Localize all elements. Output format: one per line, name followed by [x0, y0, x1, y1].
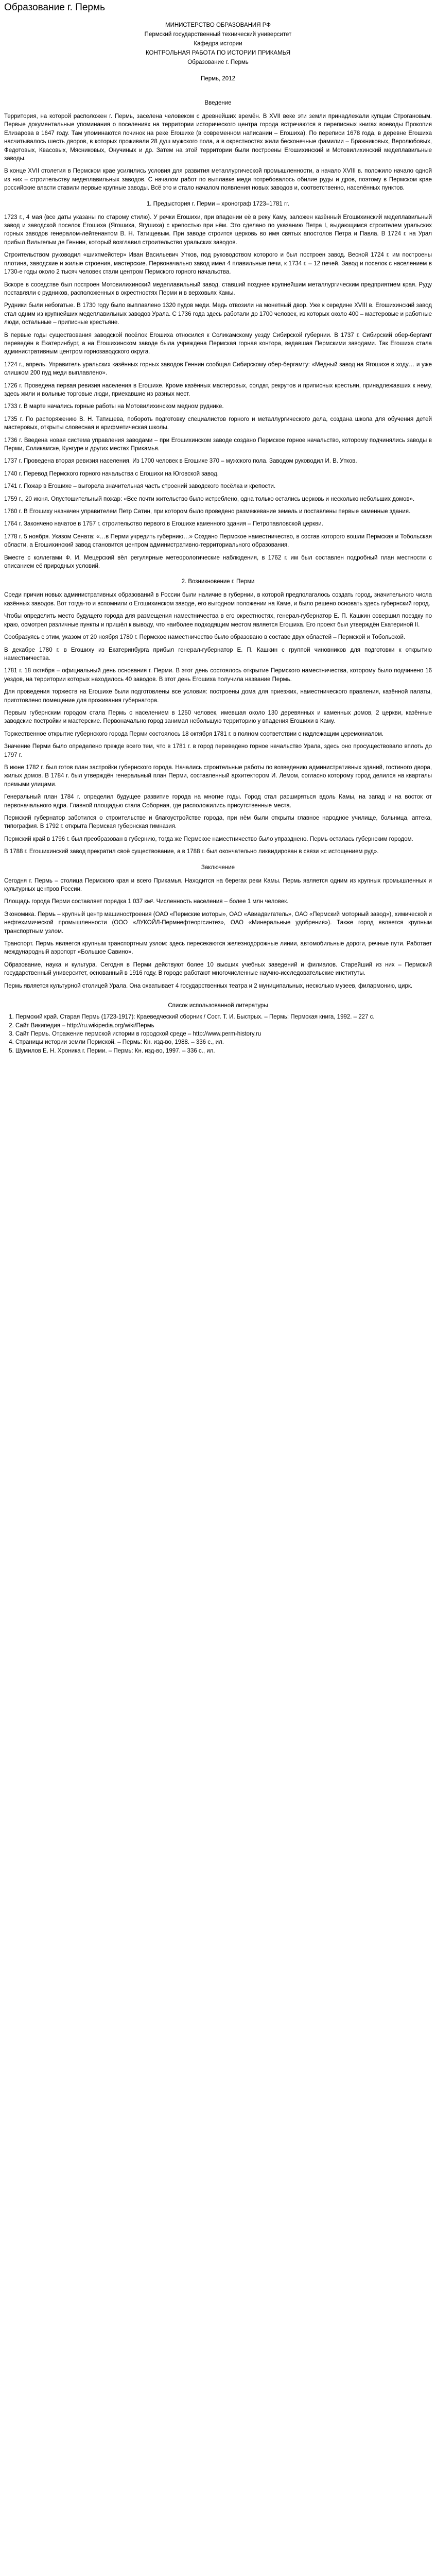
paragraph: Среди причин новых административных образований в России были наличие в губернии, в которой предполагалось создать город, значительного числа казённых заводов. Вот тогда-то и вспомнили о Егошихинском заводе, его выгодном положении на Каме, и было решено основать здесь губернский город. — [4, 592, 432, 607]
paragraph: Сегодня г. Пермь – столица Пермского края и всего Прикамья. Находится на берегах реки Камы. Пермь является одним из крупных промышленных и культурных центров России. — [4, 877, 432, 893]
paragraph: Сообразуясь с этим, указом от 20 ноября 1780 г. Пермское наместничество было образовано в составе двух областей – Пермской и Тобольской. — [4, 634, 406, 641]
paragraph: 1760 г. В Егошиху назначен управителем Петр Сатин, при котором было проведено размежевание земель и поставлены первые каменные здания. — [4, 509, 411, 515]
paragraph: Вместе с коллегами Ф. И. Мецерский вёл регулярные метеорологические наблюдения, в 1762 г. им был составлен подробный план местности с описанием её природных условий. — [4, 554, 432, 570]
document-page — [0, 0, 436, 1061]
paragraph: Вскоре в соседстве был построен Мотовилихинский медеплавильный завод, ставший позднее крупнейшим металлургическим предприятием края. Руду поставляли с рудников, расположенных в окрестностях Перми и в верховьях Камы. — [4, 281, 432, 296]
section — [4, 99, 432, 193]
paragraph: Рудники были небогатые. В 1730 году было выплавлено 1320 пудов меди. Медь отвозили на монетный двор. Уже к середине XVIII в. Егошихинский завод стал одним из крупнейших медеплавильных заводов Урала. С 1736 года здесь работали до 1700 человек, из которых около 400 – мастеровые и работные люди, остальные – приписные крестьяне. — [4, 302, 432, 326]
paragraph: 1723 г., 4 мая (все даты указаны по старому стилю). У речки Егошихи, при впадении её в реку Каму, заложен казённый Егошихинский медеплавильный завод и заводской поселок Егошиха (Ягошиха, Ягушиха) с крепостью при нём. Это сделано по указанию Петра I, выдающимся строителем уральских горных заводов генералом-лейтенантом В. Н. Татищевым. При заводе строится церковь во имя святых апостолов Петра и Павла. В 1724 г. на Урал прибыл Вильгельм де Геннин, который возглавил строительство уральских заводов. — [4, 214, 432, 246]
paragraph: 1759 г., 20 июня. Опустошительный пожар: «Все почти жительство было истреблено, одна только остались церковь и несколько небольших домов». — [4, 496, 415, 502]
paragraph: Территория, на которой расположен г. Пермь, заселена человеком с древнейших времён. В XVII веке эти земли принадлежали купцам Строгановым. Первые документальные упоминания о поселениях на территории исторического центра города встречаются в переписных книгах воеводы Прокопия Елизарова в 1647 году. Там упоминаются починок на реке Егошихе (в современном написании – Егошиха). По переписи 1678 года, в деревне Егошиха насчитывалось шесть дворов, в которых проживали 28 душ мужского пола, а в окрестностях жили бесконечные фамилии – Бражниковых, Веролюбовых, Федотовых, Квасовых, Мясниковых, Онучиных и др. Затем на этой территории были построены Егошихинский и Мотовилихинский медеплавильные заводы. — [4, 113, 432, 162]
ministry-line: МИНИСТЕРСТВО ОБРАЗОВАНИЯ РФ — [165, 22, 271, 28]
work-type-line: КОНТРОЛЬНАЯ РАБОТА ПО ИСТОРИИ ПРИКАМЬЯ — [145, 50, 291, 56]
paragraph: Экономика. Пермь – крупный центр машиностроения (ОАО «Пермские моторы», ОАО «Авиадвигатель», ОАО «Пермский моторный завод»), химической и нефтехимической промышленности (ООО «ЛУКОЙЛ-Пермнефтеоргсинтез», ОАО «Минеральные удобрения»). Также город является крупным транспортным узлом. — [4, 911, 432, 935]
document-title: Образование г. Пермь — [4, 2, 105, 13]
paragraph: Строительством руководил «шихтмейстер» Иван Васильевич Утков, под руководством которого и был построен завод. Весной 1724 г. им построены плотина, заводские и жилые строения, мастерские. Первоначально завод имел 4 плавильные печи, к 1734 г. – 12 печей. Завод и поселок с населением в 1730-е годы около 2 тысяч человек стали центром Пермского горного начальства. — [4, 252, 432, 276]
document-body — [4, 99, 432, 990]
paragraph: 1724 г., апрель. Управитель уральских казённых горных заводов Геннин сообщал Сибирскому обер-бергамту: «Медный завод на Ягошихе в ходу… и уже слишком 200 пуд меди выплавлено». — [4, 361, 432, 377]
paragraph: Значение Перми было определено прежде всего тем, что в 1781 г. в город переведено горное начальство Урала, здесь оно просуществовало вплоть до 1797 г. — [4, 743, 432, 758]
reference-item: 3. Сайт Пермь. Отражение пермской истории в городской среде – http://www.perm-history.ru — [15, 1030, 432, 1038]
section — [4, 578, 432, 856]
paragraph: Пермский край в 1796 г. был преобразован в губернию, тогда же Пермское наместничество было упразднено. Пермь осталась губернским городом. — [4, 836, 413, 842]
paragraph: Первым губернским городом стала Пермь с населением в 1250 человек, имевшая около 130 деревянных и каменных домов, 2 церкви, казённые заводские постройки и мастерские. Первоначально город занимал небольшую территорию у впадения Егошихи в Каму. — [4, 709, 432, 725]
paragraph: 1737 г. Проведена вторая ревизия населения. Из 1700 человек в Егошихе 370 – мужского пола. Заводом руководил И. В. Утков. — [4, 458, 357, 465]
paragraph: В декабре 1780 г. в Егошиху из Екатеринбурга прибыл генерал-губернатор Е. П. Кашкин с группой чиновников для подготовки к открытию наместничества. — [4, 647, 432, 662]
paragraph: Пермь является культурной столицей Урала. Она охватывает 4 государственных театра и 2 муниципальных, несколько музеев, филармонию, цирк. — [4, 982, 413, 989]
paragraph: Торжественное открытие губернского города Перми состоялось 18 октября 1781 г. в полном соответствии с надлежащим церемониалом. — [4, 731, 384, 737]
topic-line: Образование г. Пермь — [187, 59, 249, 65]
paragraph: 1764 г. Закончено начатое в 1757 г. строительство первого в Егошихе каменного здания – Петропавловской церкви. — [4, 521, 323, 528]
paragraph: Пермский губернатор заботился о строительстве и благоустройстве города, при нём были открыты главное народное училище, больница, аптека, типография. В 1792 г. открыта Пермская губернская гимназия. — [4, 815, 432, 830]
paragraph: Образование, наука и культура. Сегодня в Перми действуют более 10 высших учебных заведений и филиалов. Старейший из них – Пермский государственный университет, основанный в 1916 году. В городе работают многочисленные научно-исследовательские институты. — [4, 961, 432, 977]
references-heading: Список использованной литературы — [168, 1003, 268, 1009]
section-heading: Введение — [204, 100, 232, 106]
paragraph: В 1788 г. Егошихинский завод прекратил своё существование, а в 1788 г. был окончательно ликвидирован в связи «с истощением руд». — [4, 849, 379, 855]
reference-item: 4. Страницы истории земли Пермской. – Пермь: Кн. изд-во, 1988. – 336 с., ил. — [15, 1038, 432, 1046]
reference-item: 5. Шумилов Е. Н. Хроника г. Перми. – Пермь: Кн. изд-во, 1997. – 336 с., ил. — [15, 1047, 432, 1055]
paragraph: Чтобы определить место будущего города для размещения наместничества в его окрестностях, генерал-губернатор Е. П. Кашкин совершил поездку по краю, осмотрел различные пункты и пришёл к выводу, что наиболее подходящим местом является Егошиха. Его проект был утверждён Екатериной II. — [4, 613, 432, 628]
section — [4, 863, 432, 990]
paragraph: Транспорт. Пермь является крупным транспортным узлом: здесь пересекаются железнодорожные линии, автомобильные дороги, речные пути. Работает международный аэропорт «Большое Савино». — [4, 941, 432, 956]
paragraph: Генеральный план 1784 г. определил будущее развитие города на многие годы. Город стал расширяться вдоль Камы, на запад и на восток от первоначального ядра. Главной площадью стала Соборная, где расположились присутственные места. — [4, 794, 432, 809]
paragraph: В июне 1782 г. был готов план застройки губернского города. Начались строительные работы по возведению административных зданий, гостиного двора, жилых домов. В 1784 г. был утверждён генеральный план Перми, составленный архитектором И. Лемом, согласно которому город делился на кварталы прямыми улицами. — [4, 764, 432, 788]
section-heading: 1. Предыстория г. Перми – хронограф 1723–1781 гг. — [146, 200, 290, 207]
paragraph: Площадь города Перми составляет порядка 1 037 км². Численность населения – более 1 млн человек. — [4, 899, 289, 905]
paragraph: Для проведения торжеств на Егошихе были подготовлены все условия: построены дома для приезжих, наместнического правления, казённой палаты, приготовлено помещение для проживания губернатора. — [4, 689, 432, 704]
paragraph: 1741 г. Пожар в Егошихе – выгорела значительная часть строений заводского посёлка и крепости. — [4, 483, 276, 490]
title-block — [4, 21, 432, 83]
paragraph: 1736 г. Введена новая система управления заводами – при Егошихинском заводе создано Пермское горное начальство, которому подчинялись заводы в Перми, Соликамске, Кунгуре и других местах Прикамья. — [4, 437, 432, 452]
place-year-line: Пермь, 2012 — [201, 76, 235, 82]
university-line: Пермский государственный технический университет — [144, 31, 292, 38]
references-list — [4, 1013, 432, 1055]
paragraph: В первые годы существования заводской посёлок Егошиха относился к Соликамскому уезду Сибирской губернии. В 1737 г. Сибирский обер-бергамт переведён в Екатеринбург, а на Егошихинском заводе была учреждена Пермская горная контора, ведавшая Пермскими заводами. Так Егошиха стала административным центром горнозаводского округа. — [4, 332, 432, 355]
paragraph: 1740 г. Перевод Пермского горного начальства с Егошихи на Юговской завод. — [4, 470, 219, 477]
section-heading: 2. Возникновение г. Перми — [181, 579, 255, 585]
reference-item: 1. Пермский край. Старая Пермь (1723-1917): Краеведческий сборник / Сост. Т. И. Быстрых. – Пермь: Пермская книга, 1992. – 227 с. — [15, 1013, 432, 1021]
paragraph: В конце XVII столетия в Пермском крае усилились условия для развития металлургической промышленности, а начало XVIII в. положило начало одной из них – строительству медеплавильных заводов. С началом работ по выплавке меди потребовалось обилие руды и дров, поэтому в Пермском крае российские власти ставили первые крупные заводы. Всё это и стало началом появления новых заводов и, соответственно, населённых пунктов. — [4, 168, 432, 192]
paragraph: 1733 г. В марте начались горные работы на Мотовилихинском медном руднике. — [4, 403, 224, 410]
section — [4, 200, 432, 571]
paragraph: 1781 г. 18 октября – официальный день основания г. Перми. В этот день состоялось открытие Пермского наместничества, которому было подчинено 16 уездов, на территории которых находилось 40 заводов. В этот день Егошиха получила название Пермь. — [4, 668, 432, 683]
department-line: Кафедра истории — [194, 41, 242, 47]
paragraph: 1778 г. 5 ноября. Указом Сената: «…в Перми учредить губернию…» Создано Пермское наместничество, в состав которого вошли Пермская и Тобольская области, а Егошихинский завод становится центром административно-территориального образования. — [4, 533, 432, 549]
paragraph: 1726 г. Проведена первая ревизия населения в Егошихе. Кроме казённых мастеровых, солдат, рекрутов и приписных крестьян, принадлежавших к нему, здесь жили и вольные торговые люди, приехавшие из разных мест. — [4, 382, 432, 397]
reference-item: 2. Сайт Википедия – http://ru.wikipedia.org/wiki/Пермь — [15, 1022, 432, 1030]
section-heading: Заключение — [201, 864, 235, 871]
paragraph: 1735 г. По распоряжению В. Н. Татищева, побороть подготовку специалистов горного и металлургического дела, создана школа для обучения детей мастеровых, открыты словесная и арифметическая школы. — [4, 416, 432, 431]
